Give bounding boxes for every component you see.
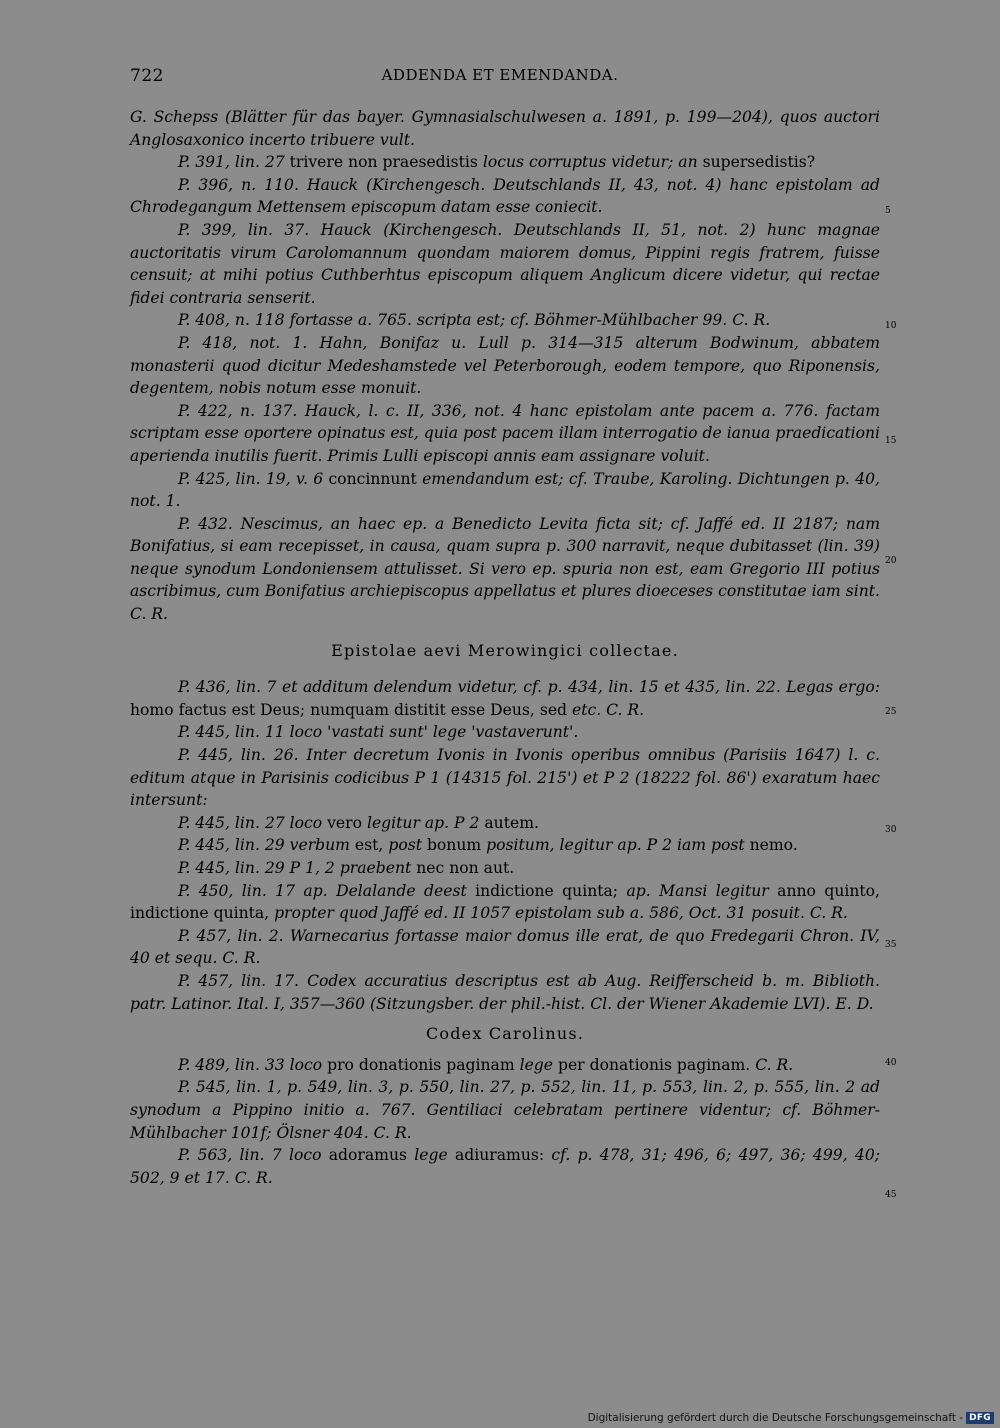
paragraph: P. 450, lin. 17 ap. Delalande deest indictione quinta; ap. Mansi legitur anno quinto, indictione quinta, propter quod Jaffé ed. II 1057 epistolam sub a. 586, Oct. 31 posuit. C. R. — [130, 881, 881, 923]
line-number: 35 — [885, 940, 897, 950]
page-number: 722 — [130, 66, 164, 86]
line-number: 25 — [885, 707, 897, 717]
paragraph: P. 399, lin. 37. Hauck (Kirchengesch. Deutschlands II, 51, not. 2) hunc magnae auctoritatis virum Carolomannum quondam maiorem domus, Pippini regis fratrem, fuisse censuit; at mihi potius Cuthberhtus episcopum aliquem Anglicum dicere videtur, qui rectae fidei contraria senserit. — [130, 220, 880, 307]
paragraph: P. 457, lin. 17. Codex accuratius descriptus est ab Aug. Reifferscheid b. m. Biblioth. patr. Latinor. Ital. I, 357—360 (Sitzungsber. der phil.-hist. Cl. der Wiener Akademie LVI). E. D. — [130, 971, 880, 1013]
section-heading: Epistolae aevi Merowingici collectae. — [331, 640, 679, 660]
line-number: 10 — [885, 321, 897, 331]
running-title: ADDENDA ET EMENDANDA. — [381, 66, 619, 84]
paragraph: P. 418, not. 1. Hahn, Bonifaz u. Lull p. 314—315 alterum Bodwinum, abbatem monasterii quod dicitur Medeshamstede vel Peterborough, eodem tempore, quo Riponensis, degentem, nobis notum esse monuit. — [130, 333, 880, 398]
line-number: 20 — [885, 556, 897, 566]
paragraph: P. 445, lin. 29 verbum est, post bonum positum, legitur ap. P 2 iam post nemo. — [178, 836, 798, 855]
paragraph: P. 408, n. 118 fortasse a. 765. scripta est; cf. Böhmer-Mühlbacher 99. C. R. — [178, 311, 771, 330]
paragraph: P. 489, lin. 33 loco pro donationis paginam lege per donationis paginam. C. R. — [178, 1055, 794, 1074]
paragraph: P. 391, lin. 27 trivere non praesedistis locus corruptus videtur; an supersedistis? — [178, 153, 816, 172]
paragraph: P. 425, lin. 19, v. 6 concinnunt emendandum est; cf. Traube, Karoling. Dichtungen p. 40, not. 1. — [130, 469, 880, 511]
paragraph: G. Schepss (Blätter für das bayer. Gymnasialschulwesen a. 1891, p. 199—204), quos auctori Anglosaxonico incerto tribuere vult. — [130, 108, 880, 149]
paragraph: P. 457, lin. 2. Warnecarius fortasse maior domus ille erat, de quo Fredegarii Chron. IV, 40 et sequ. C. R. — [130, 926, 880, 968]
line-number: 40 — [885, 1058, 897, 1068]
paragraph: P. 445, lin. 11 loco 'vastati sunt' lege 'vastaverunt'. — [178, 723, 579, 742]
paragraph: P. 436, lin. 7 et additum delendum videtur, cf. p. 434, lin. 15 et 435, lin. 22. Legas ergo: homo factus est Deus; numquam distitit esse Deus, sed etc. C. R. — [130, 678, 880, 719]
section-heading: Codex Carolinus. — [425, 1024, 585, 1044]
paragraph: P. 545, lin. 1, p. 549, lin. 3, p. 550, lin. 27, p. 552, lin. 11, p. 553, lin. 2, p. 555, lin. 2 ad synodum a Pippino initio a. 767. Gentiliaci celebratam pertinere videntur; cf. Böhmer-Mühlbacher 101f; Ölsner 404. C. R. — [130, 1078, 880, 1142]
paragraph: P. 445, lin. 27 loco vero legitur ap. P 2 autem. — [178, 813, 539, 832]
paragraph: P. 422, n. 137. Hauck, l. c. II, 336, not. 4 hanc epistolam ante pacem a. 776. factam scriptam esse oportere opinatus est, quia post pacem illam interrogatio de ianua praedicationi aperienda inutilis fuerit. Primis Lulli episcopi annis eam assignare voluit. — [130, 401, 880, 465]
paragraph: P. 445, lin. 29 P 1, 2 praebent nec non aut. — [178, 859, 515, 877]
line-number: 30 — [885, 825, 897, 835]
footer-text: Digitalisierung gefördert durch die Deutsche Forschungsgemeinschaft - — [587, 1412, 964, 1424]
paragraph: P. 445, lin. 26. Inter decretum Ivonis in Ivonis operibus omnibus (Parisiis 1647) l. c. editum atque in Parisinis codicibus P 1 (14315 fol. 215') et P 2 (18222 fol. 86') exaratum haec intersunt: — [130, 746, 880, 810]
main-text — [130, 106, 880, 1189]
paragraph: P. 396, n. 110. Hauck (Kirchengesch. Deutschlands II, 43, not. 4) hanc epistolam ad Chrodegangum Mettensem episcopum datam esse coniecit. — [130, 175, 880, 217]
paragraph: P. 563, lin. 7 loco adoramus lege adiuramus: cf. p. 478, 31; 496, 6; 497, 36; 499, 40; 502, 9 et 17. C. R. — [130, 1146, 881, 1187]
line-number: 45 — [885, 1190, 897, 1200]
paragraph: P. 432. Nescimus, an haec ep. a Benedicto Levita ficta sit; cf. Jaffé ed. II 2187; nam Bonifatius, si eam recepisset, in causa, quam supra p. 300 narravit, neque dubitasset (lin. 39) neque synodum Londoniensem attulisset. Si vero ep. spuria non est, eam Gregorio III potius ascribimus, cum Bonifatius archiepiscopus appellatus et plures dioeceses constitutae iam sint. C. R. — [130, 514, 880, 624]
footer — [588, 1412, 994, 1424]
dfg-logo: DFG — [966, 1412, 994, 1424]
line-number: 5 — [885, 206, 891, 216]
line-number: 15 — [885, 436, 897, 446]
